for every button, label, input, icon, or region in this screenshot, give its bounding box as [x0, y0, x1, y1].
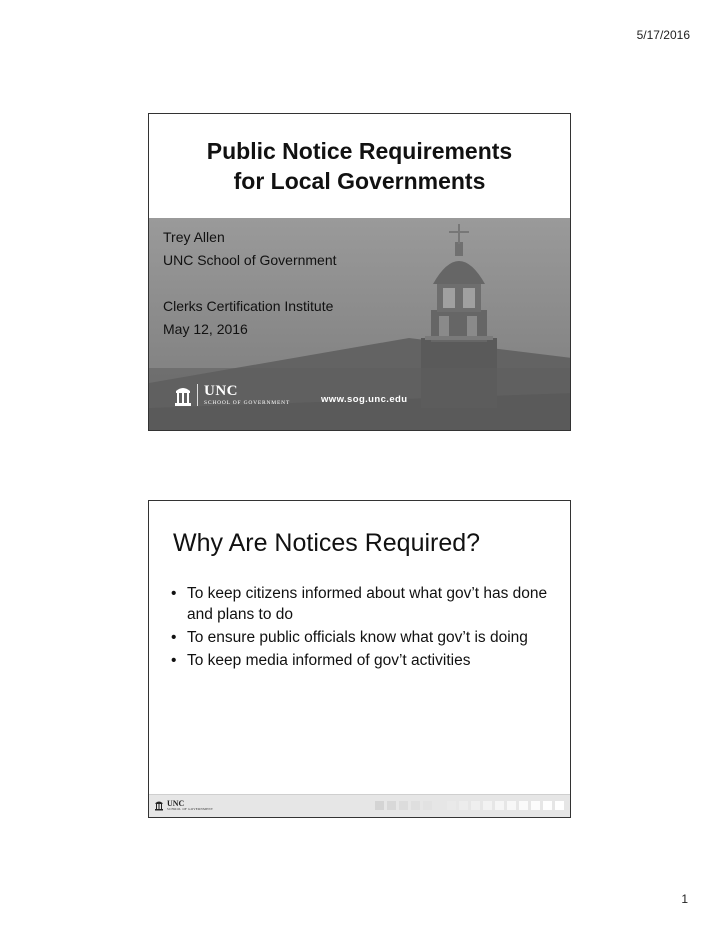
title-area: [149, 114, 570, 218]
logo-unc-text: UNC: [204, 382, 238, 399]
title-slide: [148, 113, 571, 431]
old-well-icon: [175, 384, 191, 406]
old-well-icon: [155, 799, 163, 811]
content-slide: [148, 500, 571, 818]
slide-heading: Why Are Notices Required?: [173, 529, 481, 557]
footer-logo-subtitle: SCHOOL OF GOVERNMENT: [167, 806, 214, 811]
slide-title: [149, 136, 570, 196]
event-name: Clerks Certification Institute: [163, 298, 334, 314]
list-item: • To ensure public officials know what gov’t is doing: [171, 627, 556, 648]
presenter-name: Trey Allen: [163, 229, 225, 245]
slide-title-line-2: for Local Governments: [233, 168, 486, 194]
event-date: May 12, 2016: [163, 321, 248, 337]
unc-logo: [175, 382, 290, 408]
list-item: • To keep media informed of gov’t activities: [171, 650, 556, 671]
website-url[interactable]: www.sog.unc.edu: [321, 394, 408, 405]
slide-title-line-1: Public Notice Requirements: [206, 138, 513, 164]
page-date: 5/17/2016: [636, 28, 690, 42]
footer-logo-unc: UNC: [167, 798, 185, 808]
page-number: 1: [681, 892, 688, 906]
slide-footer: [149, 794, 570, 817]
presentation-info: [163, 226, 337, 341]
logo-subtitle: SCHOOL OF GOVERNMENT: [204, 399, 291, 406]
footer-square-pattern: [375, 801, 564, 810]
logo-divider: [197, 384, 198, 406]
footer-logo: [155, 799, 213, 811]
bullet-list: [171, 583, 556, 673]
list-item: • To keep citizens informed about what gov’t has done and plans to do: [171, 583, 556, 625]
presenter-organization: UNC School of Government: [163, 252, 337, 268]
